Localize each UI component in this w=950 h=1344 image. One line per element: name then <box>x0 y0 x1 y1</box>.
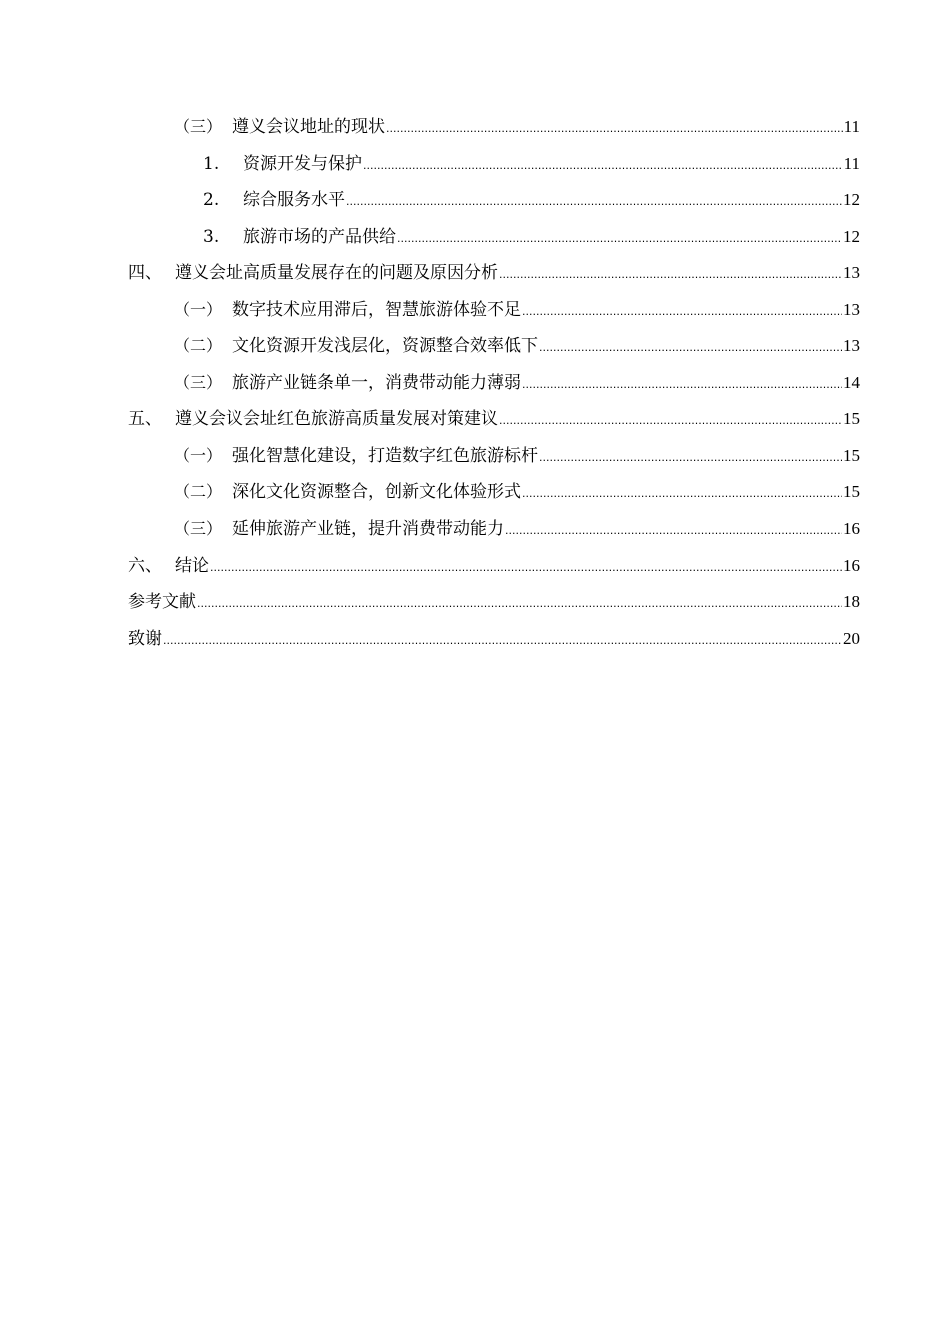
dot-leader <box>346 189 842 215</box>
dot-leader <box>197 591 842 617</box>
toc-entry[interactable] <box>203 224 860 250</box>
toc-entry-page: 15 <box>843 446 860 465</box>
toc-entry-page: 16 <box>843 556 860 575</box>
dot-leader <box>539 335 842 361</box>
toc-entry-number: 五、 <box>128 409 162 429</box>
dot-leader <box>210 555 842 581</box>
toc-entry-page: 18 <box>843 592 860 611</box>
toc-entry-label: 遵义会址高质量发展存在的问题及原因分析 <box>175 263 498 283</box>
toc-entry-label: 致谢 <box>128 629 162 649</box>
dot-leader <box>363 153 843 179</box>
toc-entry[interactable] <box>174 479 860 505</box>
dot-leader <box>499 262 842 288</box>
toc-entry-label: 深化文化资源整合，创新文化体验形式 <box>232 482 521 502</box>
toc-entry[interactable] <box>128 406 860 432</box>
toc-entry-number: （三） <box>174 373 223 392</box>
toc-entry-label: 综合服务水平 <box>243 190 345 210</box>
toc-entry-page: 11 <box>843 154 860 173</box>
toc-entry[interactable] <box>174 114 860 140</box>
toc-entry-page: 12 <box>843 227 860 246</box>
toc-entry[interactable] <box>174 443 860 469</box>
toc-entry[interactable] <box>203 151 860 177</box>
toc-entry-number: （一） <box>174 446 223 465</box>
toc-entry[interactable] <box>174 297 860 323</box>
toc-entry[interactable] <box>174 370 860 396</box>
toc-entry-number: 1. <box>203 154 220 174</box>
toc-entry-page: 14 <box>843 373 860 392</box>
toc-entry-page: 16 <box>843 519 860 538</box>
toc-entry-page: 15 <box>843 482 860 501</box>
dot-leader <box>522 372 842 398</box>
toc-entry-page: 15 <box>843 409 860 428</box>
toc-entry-label: 遵义会议地址的现状 <box>232 117 385 137</box>
toc-entry-number: （三） <box>174 519 223 538</box>
toc-entry-page: 13 <box>843 300 860 319</box>
toc-entry[interactable] <box>128 589 860 615</box>
toc-entry-page: 13 <box>843 263 860 282</box>
toc-entry-label: 旅游市场的产品供给 <box>243 227 396 247</box>
toc-entry-number: 2. <box>203 190 220 210</box>
toc-entry-page: 12 <box>843 190 860 209</box>
toc-entry-label: 结论 <box>175 556 209 576</box>
toc-entry-label: 资源开发与保护 <box>243 154 362 174</box>
toc-entry-label: 强化智慧化建设，打造数字红色旅游标杆 <box>232 446 538 466</box>
dot-leader <box>163 628 842 654</box>
toc-entry-number: 六、 <box>128 556 162 576</box>
toc-entry-label: 遵义会议会址红色旅游高质量发展对策建议 <box>175 409 498 429</box>
toc-entry[interactable] <box>128 260 860 286</box>
toc-entry-number: 3. <box>203 227 220 247</box>
dot-leader <box>505 518 842 544</box>
toc-entry-number: 四、 <box>128 263 162 283</box>
toc-entry-label: 旅游产业链条单一，消费带动能力薄弱 <box>232 373 521 393</box>
toc-entry-number: （三） <box>174 117 223 136</box>
dot-leader <box>522 299 842 325</box>
dot-leader <box>397 226 842 252</box>
toc-entry-page: 20 <box>843 629 860 648</box>
toc-entry[interactable] <box>128 553 860 579</box>
dot-leader <box>499 408 842 434</box>
toc-entry[interactable] <box>174 516 860 542</box>
toc-entry[interactable] <box>174 333 860 359</box>
toc-entry[interactable] <box>128 626 860 652</box>
dot-leader <box>539 445 842 471</box>
toc-entry-label: 数字技术应用滞后，智慧旅游体验不足 <box>232 300 521 320</box>
dot-leader <box>386 116 843 142</box>
toc-entry-label: 延伸旅游产业链，提升消费带动能力 <box>232 519 504 539</box>
toc-entry[interactable] <box>203 187 860 213</box>
toc-entry-page: 11 <box>843 117 860 136</box>
toc-entry-number: （一） <box>174 300 223 319</box>
toc-entry-number: （二） <box>174 336 223 355</box>
toc-entry-page: 13 <box>843 336 860 355</box>
toc-entry-number: （二） <box>174 482 223 501</box>
toc-entry-label: 参考文献 <box>128 592 196 612</box>
dot-leader <box>522 481 842 507</box>
toc-entry-label: 文化资源开发浅层化，资源整合效率低下 <box>232 336 538 356</box>
